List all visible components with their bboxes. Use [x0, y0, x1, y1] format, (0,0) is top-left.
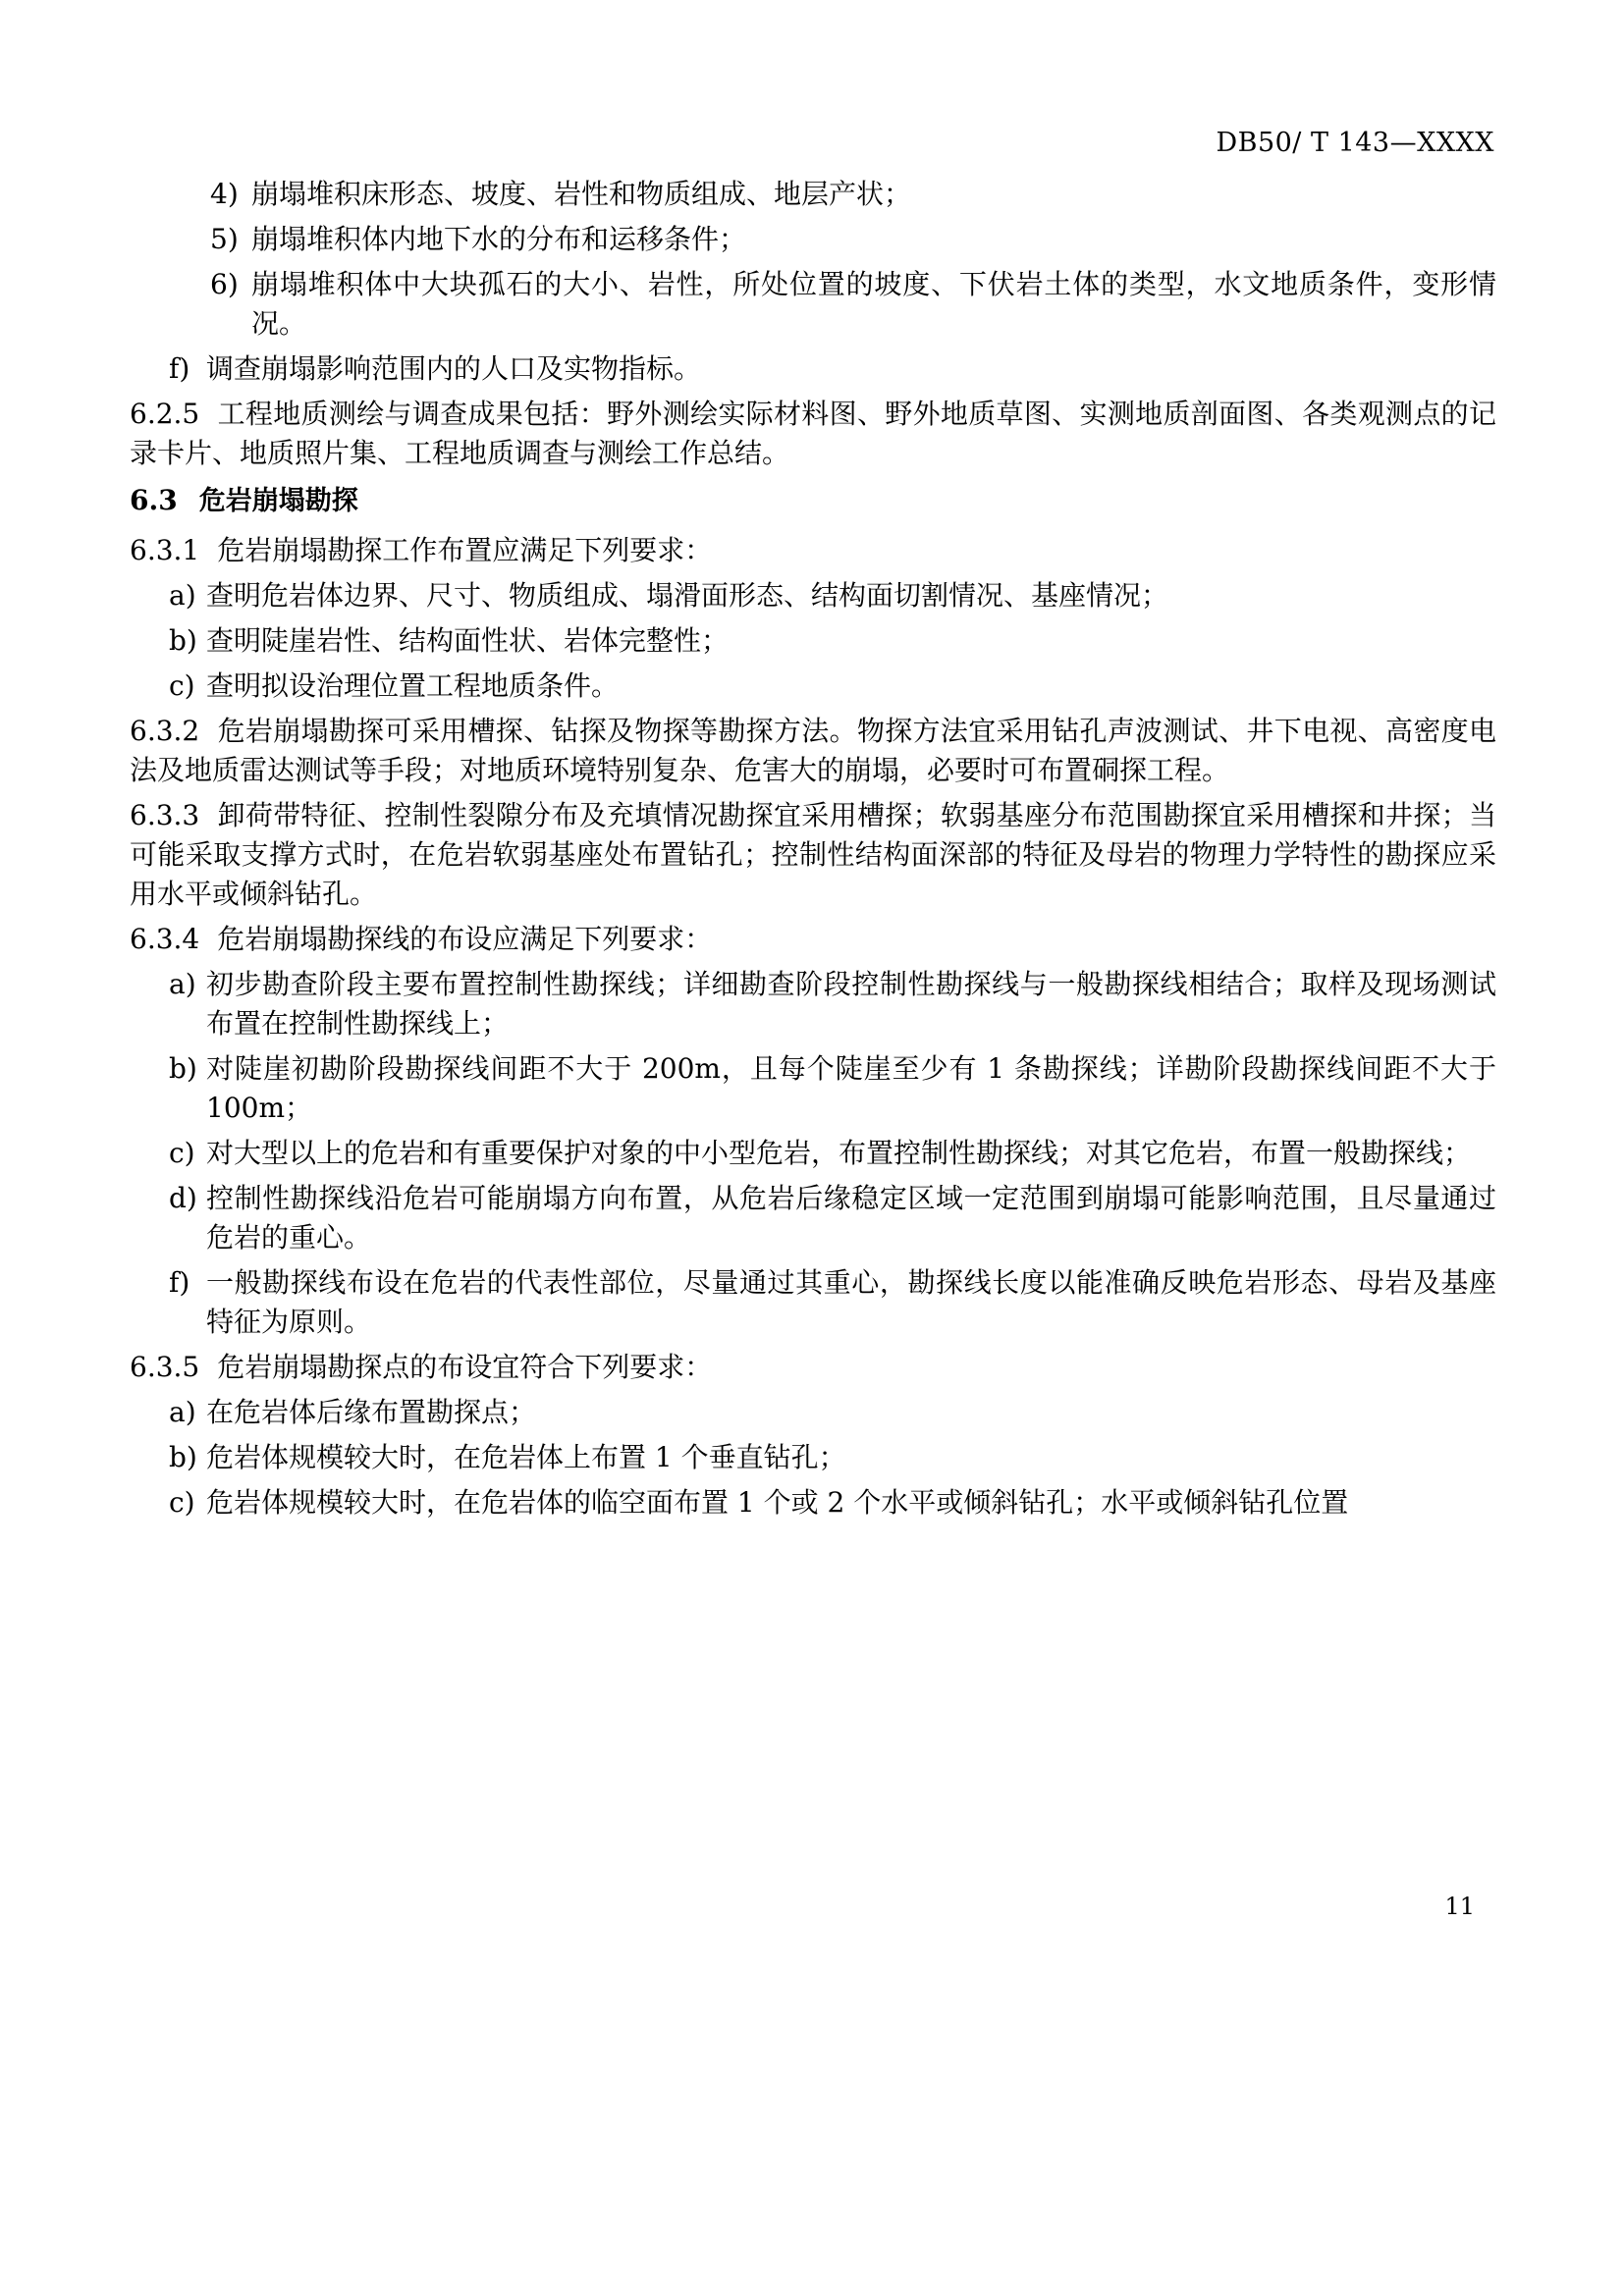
clause-paragraph: [130, 531, 1496, 570]
clause-text: 工程地质测绘与调查成果包括：野外测绘实际材料图、野外地质草图、实测地质剖面图、各类观测点的记录卡片、地质照片集、工程地质调查与测绘工作总结。: [130, 398, 1496, 469]
section-heading: [130, 481, 1496, 521]
list-item: [130, 175, 1496, 214]
clause-paragraph: [130, 1348, 1496, 1387]
section-title: 危岩崩塌勘探: [198, 486, 358, 516]
clause-paragraph: [130, 712, 1496, 790]
document-header: [130, 128, 1494, 159]
list-item-label: f): [169, 1266, 190, 1299]
clause-text: 危岩崩塌勘探可采用槽探、钻探及物探等勘探方法。物探方法宜采用钻孔声波测试、井下电视、高密度电法及地质雷达测试等手段；对地质环境特别复杂、危害大的崩塌，必要时可布置硐探工程。: [130, 715, 1496, 786]
page-number: 11: [1444, 1893, 1475, 1920]
list-item-text: 崩塌堆积体内地下水的分布和运移条件；: [251, 223, 747, 255]
list-item-label: b): [169, 1441, 197, 1473]
list-item-text: 对大型以上的危岩和有重要保护对象的中小型危岩，布置控制性勘探线；对其它危岩，布置一般勘探线；: [206, 1137, 1472, 1169]
clause-number: 6.3.5: [130, 1351, 200, 1383]
clause-text: 危岩崩塌勘探工作布置应满足下列要求：: [217, 534, 713, 566]
clause-number: 6.3.3: [130, 799, 200, 831]
list-item: [130, 1134, 1496, 1173]
list-item-label: d): [169, 1182, 197, 1214]
list-item: [130, 965, 1496, 1043]
list-item-label: c): [169, 1137, 195, 1169]
document-footer: [1444, 1893, 1475, 1920]
list-item-label: c): [169, 669, 195, 702]
list-item: [130, 349, 1496, 389]
list-item-label: 6): [210, 268, 239, 300]
document-body: [130, 175, 1496, 1528]
list-item: [130, 1393, 1496, 1432]
list-item: [130, 576, 1496, 615]
list-item-label: a): [169, 1396, 196, 1428]
clause-paragraph: [130, 395, 1496, 473]
section-number: 6.3: [130, 484, 178, 516]
list-item-text: 调查崩塌影响范围内的人口及实物指标。: [206, 352, 702, 385]
list-item: [130, 220, 1496, 259]
list-item: [130, 1049, 1496, 1128]
list-item: [130, 1263, 1496, 1342]
list-item-label: c): [169, 1486, 195, 1519]
list-item-text: 危岩体规模较大时，在危岩体的临空面布置 1 个或 2 个水平或倾斜钻孔；水平或倾斜钻孔位置: [206, 1486, 1349, 1519]
list-item-label: 5): [210, 223, 239, 255]
list-item-label: f): [169, 352, 190, 385]
list-item-text: 控制性勘探线沿危岩可能崩塌方向布置，从危岩后缘稳定区域一定范围到崩塌可能影响范围，且尽量通过危岩的重心。: [206, 1182, 1496, 1254]
clause-paragraph: [130, 796, 1496, 914]
list-item-text: 崩塌堆积体中大块孤石的大小、岩性，所处位置的坡度、下伏岩土体的类型，水文地质条件，变形情况。: [251, 268, 1496, 340]
clause-number: 6.2.5: [130, 398, 200, 430]
list-item-text: 初步勘查阶段主要布置控制性勘探线；详细勘查阶段控制性勘探线与一般勘探线相结合；取样及现场测试布置在控制性勘探线上；: [206, 968, 1496, 1040]
list-item-label: b): [169, 1052, 197, 1085]
clause-text: 危岩崩塌勘探点的布设宜符合下列要求：: [217, 1351, 713, 1383]
clause-number: 6.3.1: [130, 534, 200, 566]
clause-number: 6.3.4: [130, 923, 200, 955]
list-item: [130, 1438, 1496, 1477]
list-item-text: 崩塌堆积床形态、坡度、岩性和物质组成、地层产状；: [251, 178, 912, 210]
list-item-text: 查明危岩体边界、尺寸、物质组成、塌滑面形态、结构面切割情况、基座情况；: [206, 579, 1169, 612]
list-item: [130, 667, 1496, 706]
list-item-text: 一般勘探线布设在危岩的代表性部位，尽量通过其重心，勘探线长度以能准确反映危岩形态、母岩及基座特征为原则。: [206, 1266, 1496, 1338]
list-item-text: 对陡崖初勘阶段勘探线间距不大于 200m，且每个陡崖至少有 1 条勘探线；详勘阶段勘探线间距不大于 100m；: [206, 1052, 1496, 1124]
list-item-label: a): [169, 579, 196, 612]
clause-text: 危岩崩塌勘探线的布设应满足下列要求：: [217, 923, 713, 955]
clause-paragraph: [130, 920, 1496, 959]
list-item-text: 查明拟设治理位置工程地质条件。: [206, 669, 620, 702]
list-item-label: b): [169, 624, 197, 657]
list-item-text: 在危岩体后缘布置勘探点；: [206, 1396, 537, 1428]
doc-code: DB50/ T 143—XXXX: [1216, 128, 1494, 158]
clause-text: 卸荷带特征、控制性裂隙分布及充填情况勘探宜采用槽探；软弱基座分布范围勘探宜采用槽探和井探；当可能采取支撑方式时，在危岩软弱基座处布置钻孔；控制性结构面深部的特征及母岩的物理力学特性的勘探应采用水平或倾斜钻孔。: [130, 799, 1496, 910]
list-item-text: 查明陡崖岩性、结构面性状、岩体完整性；: [206, 624, 730, 657]
list-item: [130, 265, 1496, 344]
list-item-label: 4): [210, 178, 239, 210]
list-item-text: 危岩体规模较大时，在危岩体上布置 1 个垂直钻孔；: [206, 1441, 846, 1473]
list-item: [130, 1483, 1496, 1522]
list-item: [130, 621, 1496, 661]
list-item: [130, 1179, 1496, 1257]
list-item-label: a): [169, 968, 196, 1000]
clause-number: 6.3.2: [130, 715, 200, 747]
